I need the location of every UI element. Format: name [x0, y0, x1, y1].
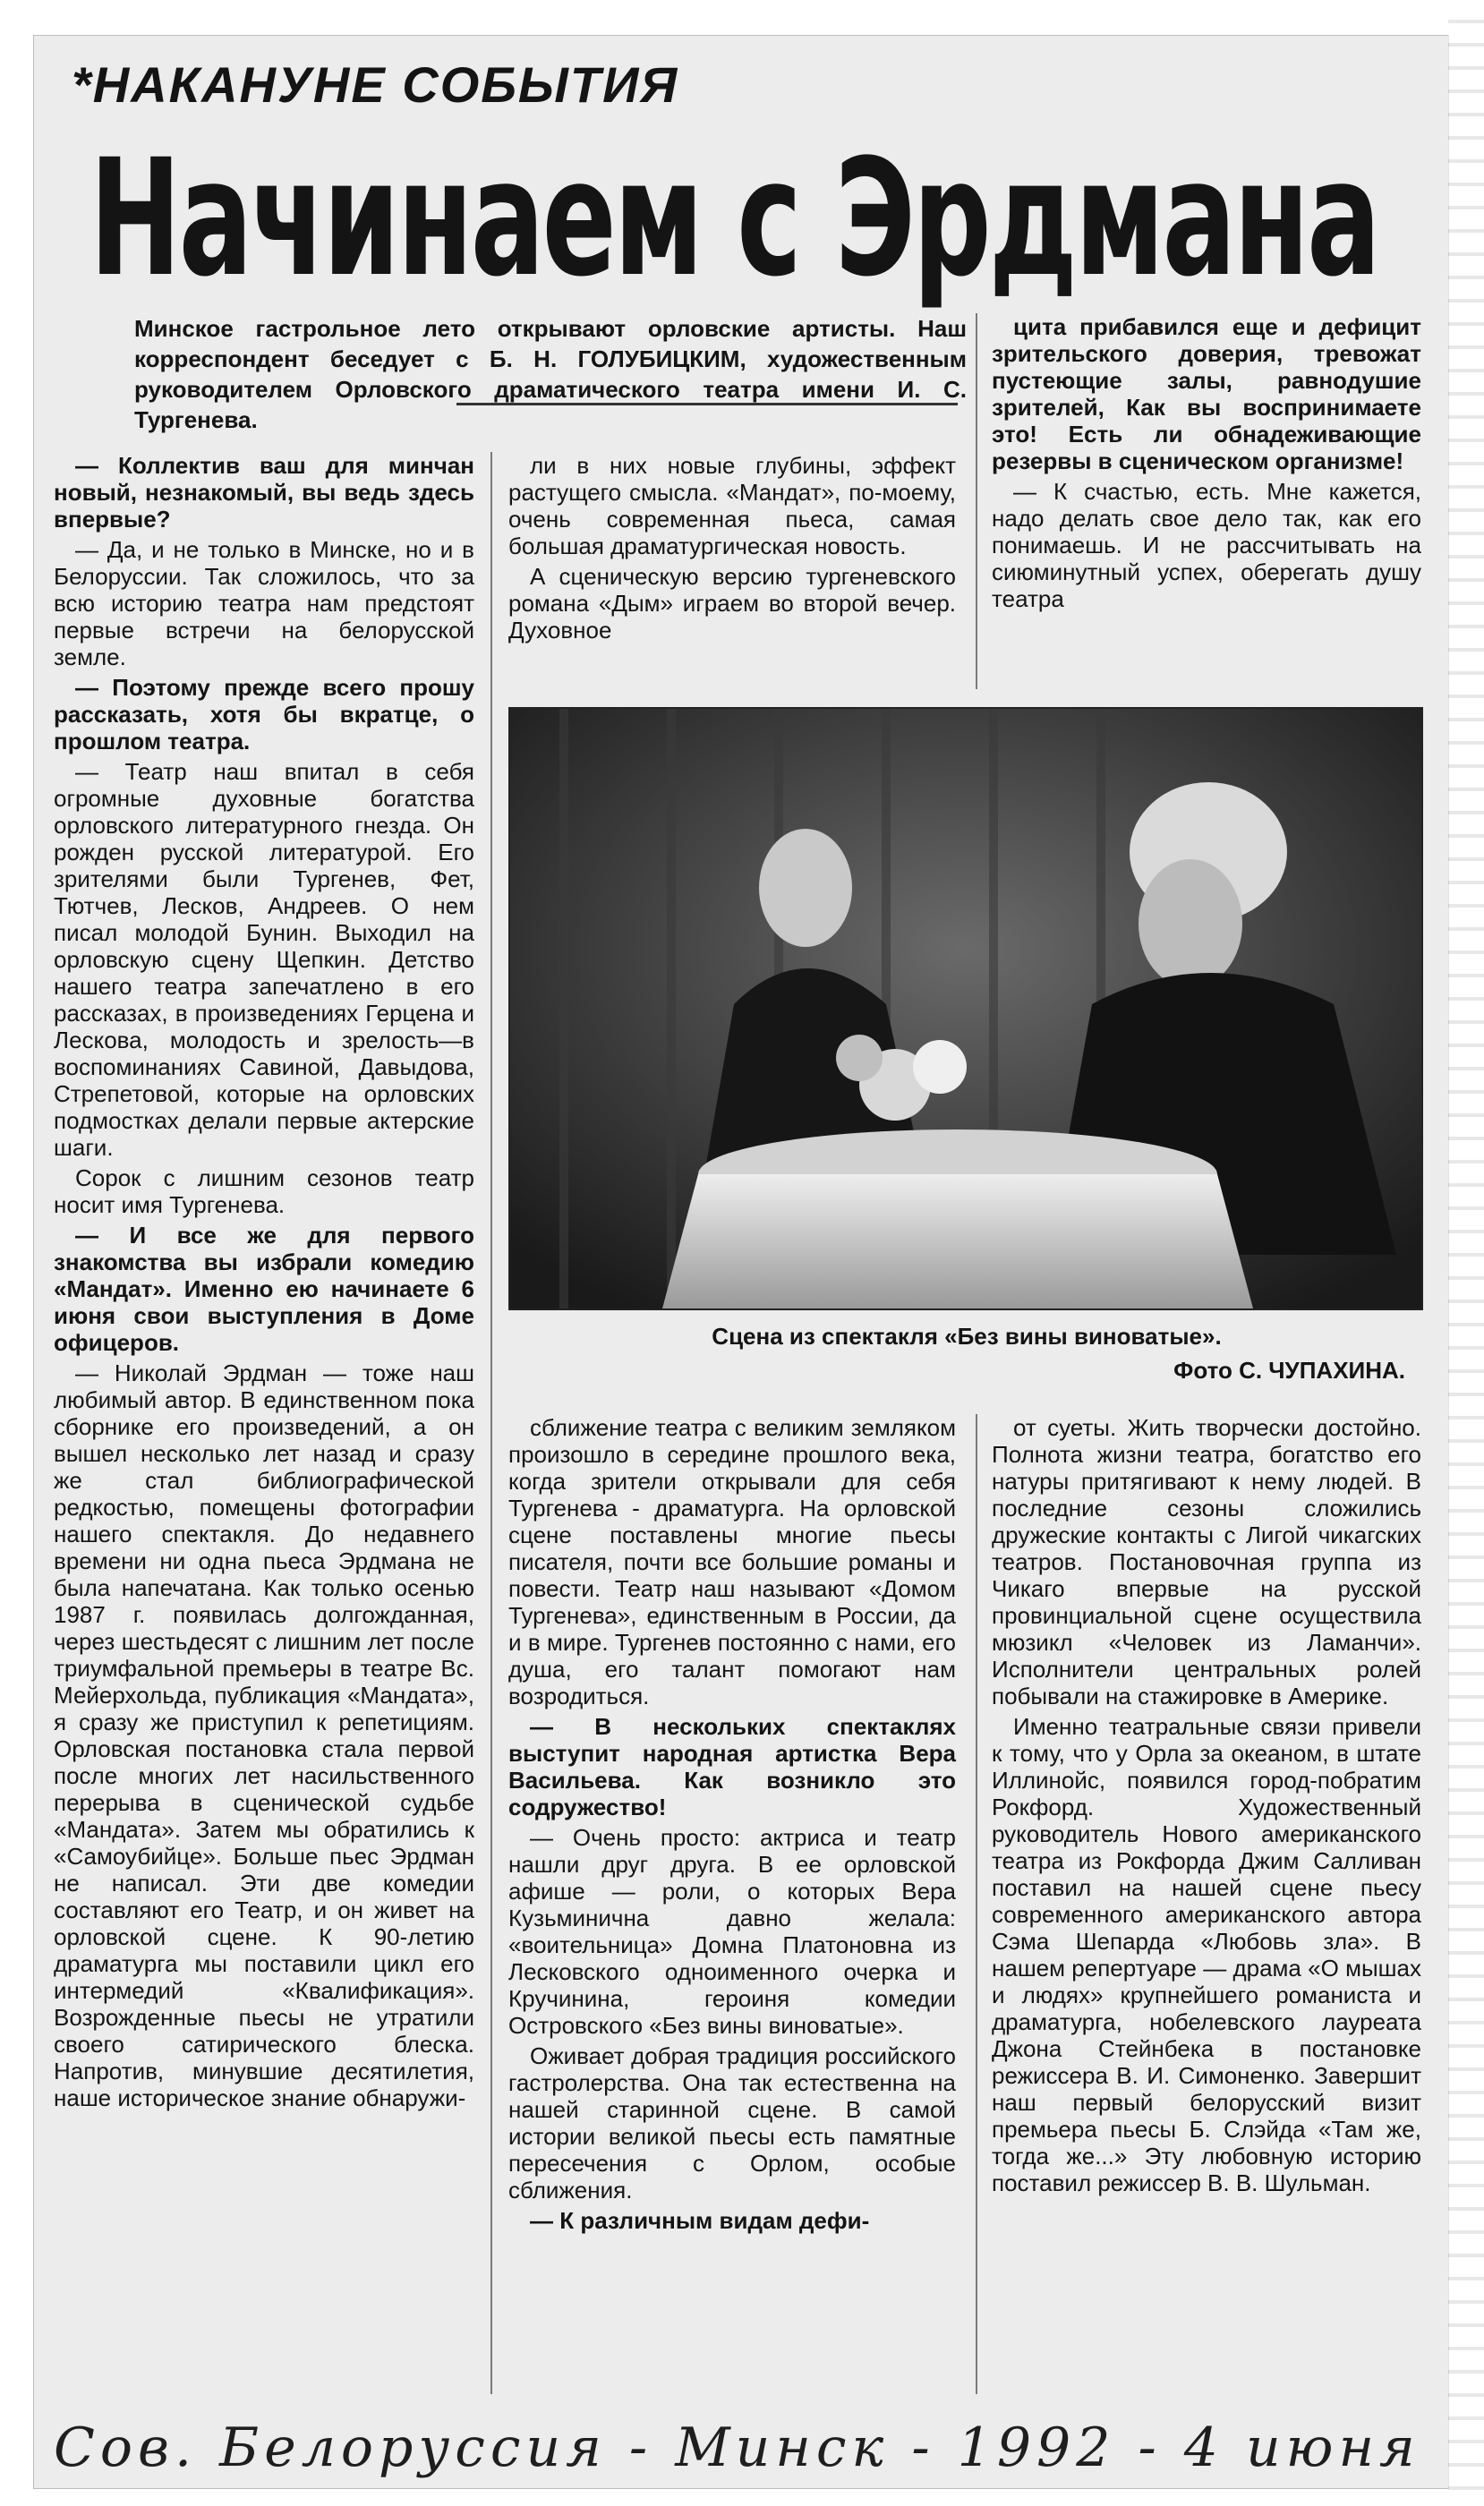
article-paragraph: А сценическую версию тургеневского романа «Дым» играем во второй вечер. Духовное — [508, 563, 956, 644]
article-lead: Минское гастрольное лето открывают орловские артисты. Наш корреспондент беседует с Б. Н. ГОЛУБИЦКИМ, художественным руководителем Орловского драматического театра имени И. С. Тургенева. — [134, 315, 967, 433]
column-rule — [490, 452, 492, 2394]
lead-underline — [456, 403, 958, 405]
article-paragraph: Именно театральные связи привели к тому, что у Орла за океаном, в штате Иллинойс, появился город-побратим Рокфорд. Художественный руководитель Нового американского театра из Рокфорда Джим Салливан поставил на нашей сцене пьесу современного американского автора Сэма Шепарда «Любовь зла». В нашем репертуаре — драма «О мышах и людях» крупнейшего романиста и драматурга, нобелевского лауреата Джона Стейнбека в постановке режиссера В. И. Симоненко. Завершит наш первый белорусский визит премьера пьесы Б. Слэйда «Там же, тогда же...» Эту любовную историю поставил режиссер В. В. Шульман. — [992, 1713, 1421, 2196]
interview-question: — В нескольких спектаклях выступит народная артистка Вера Васильева. Как возникло это содружество! — [508, 1713, 956, 1820]
column-b-top — [508, 452, 956, 647]
interview-question: цита прибавился еще и дефицит зрительского доверия, тревожат пустеющие залы, равнодушие зрителей, Как вы воспринимаете это! Есть ли обнадеживающие резервы в сценическом организме! — [992, 313, 1421, 474]
article-paragraph: — Да, и не только в Минске, но и в Белоруссии. Так сложилось, что за всю историю театра нам предстоят первые встречи на белорусской земле. — [54, 536, 474, 670]
stage-photo — [508, 707, 1423, 1310]
article-paragraph: — Николай Эрдман — тоже наш любимый автор. В единственном пока сборнике его произведений, а он вышел несколько лет назад и сразу же стал библиографической редкостью, помещены фотографии нашего спектакля. До недавнего времени ни одна пьеса Эрдмана не была напечатана. Как только осенью 1987 г. появилась долгожданная, через шестьдесят с лишним лет после триумфальной премьеры в театре Вс. Мейерхольда, публикация «Мандата», я сразу же приступил к репетициям. Орловская постановка стала первой после многих лет насильственного перерыва в сценической судьбе «Мандата». Затем мы обратились к «Самоубийце». Больше пьес Эрдман не написал. Эти две комедии составляют его Театр, и он живет на орловской сцене. К 90-летию драматурга мы поставили цикл его интермедий «Квалификация». Возрожденные пьесы не утратили своего сатирического блеска. Напротив, минувшие десятилетия, наше историческое знание обнаружи- — [54, 1360, 474, 2111]
interview-question: — И все же для первого знакомства вы избрали комедию «Мандат». Именно ею начинаете 6 июня свои выступления в Доме офицеров. — [54, 1222, 474, 1356]
photo-credit: Фото С. ЧУПАХИНА. — [1173, 1357, 1405, 1384]
photo-caption: Сцена из спектакля «Без вины виноватые». — [712, 1323, 1222, 1350]
article-paragraph: — Очень просто: актриса и театр нашли друг друга. В ее орловской афише — роли, о которых Вера Кузьминична давно желала: «воительница» Домна Платоновна из Лесковского одноименного очерка и Кручинина, героиня комедии Островского «Без вины виноватые». — [508, 1824, 956, 2039]
article-paragraph: — Театр наш впитал в себя огромные духовные богатства орловского литературного гнезда. Он рожден русской литературой. Его зрителями были Тургенев, Фет, Тютчев, Лесков, Андреев. О нем писал молодой Бунин. Выходил на орловскую сцену Щепкин. Детство нашего театра запечатлено в его рассказах, в произведениях Герцена и Лескова, молодость и зрелость—в воспоминаниях Савиной, Давыдова, Стрепетовой, которые на орловских подмостках делали первые актерские шаги. — [54, 758, 474, 1161]
clipping-torn-edge — [1448, 0, 1484, 2506]
stage-photo-image — [510, 709, 1421, 1308]
article-paragraph: от суеты. Жить творчески достойно. Полнота жизни театра, богатство его натуры притягивают к нему людей. В последние сезоны сложились дружеские контакты с Лигой чикагских театров. Постановочная группа из Чикаго впервые на русской провинциальной сцене осуществила мюзикл «Человек из Ламанчи». Исполнители центральных ролей побывали на стажировке в Америке. — [992, 1414, 1421, 1709]
interview-question: — К различным видам дефи- — [530, 2207, 870, 2234]
article-paragraph: — К счастью, есть. Мне кажется, надо делать свое дело так, как его понимаешь. И не рассчитывать на сиюминутный успех, оберегать душу театра — [992, 478, 1421, 612]
interview-question: — Поэтому прежде всего прошу рассказать, хотя бы вкратце, о прошлом театра. — [54, 674, 474, 754]
article-paragraph: ли в них новые глубины, эффект растущего смысла. «Мандат», по-моему, очень современная пьеса, самая большая драматургическая новость. — [508, 452, 956, 559]
article-paragraph: Сорок с лишним сезонов театр носит имя Тургенева. — [54, 1164, 474, 1218]
article-paragraph: Оживает добрая традиция российского гастролерства. Она так естественна на нашей старинной сцене. В самой истории великой пьесы есть памятные пересечения с Орлом, особые сближения. — [508, 2042, 956, 2203]
interview-question: — Коллектив ваш для минчан новый, незнакомый, вы ведь здесь впервые? — [54, 452, 474, 533]
handwritten-note: Сов. Белоруссия - Минск - 1992 - 4 июня — [54, 2416, 1420, 2479]
column-c-top — [992, 313, 1421, 616]
rubric-label: *НАКАНУНЕ СОБЫТИЯ — [72, 56, 679, 113]
article-headline: Начинаем с Эрдмана — [90, 125, 1378, 312]
article-paragraph: сближение театра с великим земляком произошло в середине прошлого века, когда зрители открывали для себя Тургенева - драматурга. На орловской сцене поставлены многие пьесы писателя, почти все большие романы и повести. Театр наш называют «Домом Тургенева», единственным в России, да и в мире. Тургенев постоянно с нами, его душа, его талант помогают нам возродиться. — [508, 1414, 956, 1709]
column-rule — [976, 313, 977, 689]
column-b-bottom — [508, 1414, 956, 2238]
column-a — [54, 452, 474, 2115]
column-c-bottom — [992, 1414, 1421, 2200]
column-rule — [976, 1414, 977, 2394]
